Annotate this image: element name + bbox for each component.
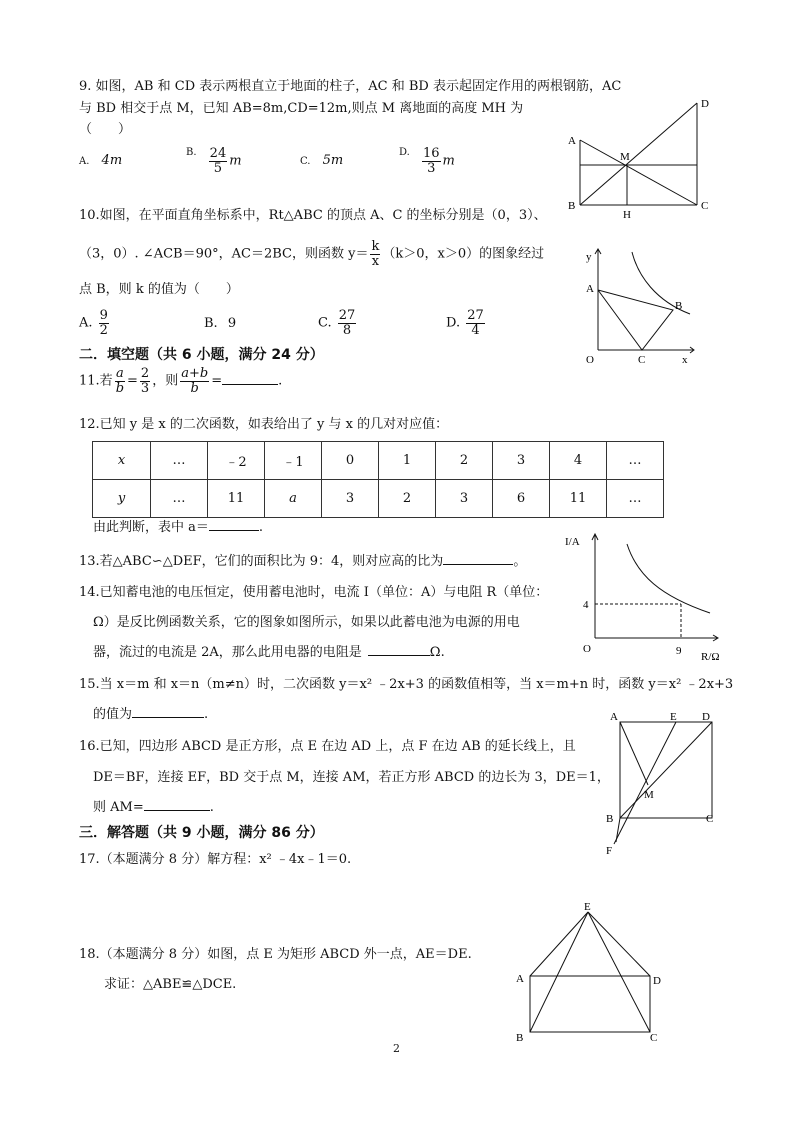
q12-x-cell: 1: [379, 442, 436, 480]
q18-line2: 求证：△ABE≌△DCE.: [104, 977, 237, 992]
q18-segment-de: [588, 912, 650, 976]
q9-option-c-text: 5m: [322, 153, 344, 168]
q9-option-a-letter: A.: [79, 156, 90, 167]
q10-label-y: y: [586, 251, 592, 263]
q12-x-cell: …: [607, 442, 664, 480]
q10-option-a-num: 9: [99, 308, 108, 323]
q9-option-b-num: 24: [209, 146, 227, 161]
q10-option-a-fraction: [99, 309, 109, 337]
q11-f3-num: a+b: [181, 366, 209, 381]
q12-x-row: [93, 442, 664, 480]
q14-label-xaxis: R/Ω: [701, 651, 720, 663]
q16-extension-bf: [616, 818, 620, 842]
q12-x-cell: 2: [436, 442, 493, 480]
q12-conclusion-text: 由此判断，表中 a＝: [93, 520, 209, 535]
q18-segment-be: [530, 912, 588, 1032]
q9-label-a: A: [568, 135, 576, 147]
q12-intro: 12.已知 y 是 x 的二次函数，如表给出了 y 与 x 的几对对应值：: [79, 417, 449, 432]
q11-f1-den: b: [115, 380, 125, 396]
q11-prefix: 11.若: [79, 373, 113, 389]
q12-y-cell: 2: [379, 480, 436, 518]
q12-x-cell: x: [93, 442, 151, 480]
q16-line1: 16.已知，四边形 ABCD 是正方形，点 E 在边 AD 上，点 F 在边 AB 的延长线上，且: [79, 739, 576, 754]
q12-x-cell: 0: [322, 442, 379, 480]
q14-line2: Ω）是反比例函数关系，它的图象如图所示，如果以此蓄电池为电源的用电: [93, 615, 520, 630]
q10-func-den: x: [371, 253, 380, 269]
q13-answer-blank[interactable]: [443, 564, 513, 565]
q18-label-d: D: [653, 975, 661, 987]
q10-func-fraction: [370, 240, 380, 268]
q15-line2-text: 的值为: [93, 707, 133, 722]
q12-answer-blank[interactable]: [209, 530, 259, 531]
q9-option-b-letter: B.: [186, 147, 197, 158]
q11-f2-num: 2: [140, 366, 150, 381]
q16-line3-text: 则 AM=: [93, 800, 144, 815]
q9-label-c: C: [701, 200, 709, 212]
page-number: 2: [393, 1042, 400, 1055]
q9-label-h: H: [623, 209, 631, 221]
q11-frac-ab: [115, 367, 125, 395]
q18-label-c: C: [650, 1032, 658, 1044]
q9-option-d-fraction: [422, 147, 441, 175]
q16-figure: [600, 708, 730, 856]
q16-line2: DE＝BF，连接 EF，BD 交于点 M，连接 AM，若正方形 ABCD 的边长为 3，DE＝1，: [93, 770, 610, 785]
q12-y-cell: …: [607, 480, 664, 518]
q10-option-c-letter: C.: [318, 315, 332, 331]
q10-option-a: [79, 309, 111, 337]
q12-end: .: [258, 520, 264, 535]
q9-option-c-letter: C.: [300, 156, 311, 167]
q13-text: 13.若△ABC∽△DEF，它们的面积比为 9：4，则对应高的比为: [79, 554, 444, 569]
q11-f1-num: a: [115, 366, 124, 381]
q16-label-c: C: [706, 813, 714, 825]
q18-label-b: B: [516, 1032, 524, 1044]
q10-option-d-den: 4: [471, 322, 480, 338]
q9-option-d-num: 16: [422, 146, 440, 161]
q10-option-c-fraction: [338, 309, 357, 337]
q10-option-d-num: 27: [467, 308, 484, 323]
q9-line3: （ ）: [79, 122, 132, 137]
q10-line2: [79, 240, 544, 268]
q9-line2: 与 BD 相交于点 M，已知 AB=8m,CD=12m,则点 M 离地面的高度 MH 为: [79, 101, 524, 116]
q12-y-cell: 6: [493, 480, 550, 518]
q12-y-cell: …: [151, 480, 208, 518]
q9-figure: [560, 95, 720, 220]
q16-segment-ef: [614, 722, 676, 844]
q12-x-cell: 3: [493, 442, 550, 480]
q9-option-a: [79, 153, 122, 169]
q18-segment-ae: [530, 912, 588, 976]
q10-option-a-den: 2: [99, 322, 108, 338]
q9-rod-ac: [580, 140, 697, 205]
q12-x-cell: ﹣1: [265, 442, 322, 480]
q14-line1: 14.已知蓄电池的电压恒定，使用蓄电池时，电流 I（单位：A）与电阻 R（单位：: [79, 585, 549, 600]
section-3-heading: 三．解答题（共 9 小题，满分 86 分）: [79, 825, 324, 841]
q9-line1: 9. 如图，AB 和 CD 表示两根直立于地面的柱子，AC 和 BD 表示起固定作用的两根钢筋，AC: [79, 79, 622, 94]
q14-line3: [93, 645, 445, 661]
q10-option-b-text: 9: [227, 316, 237, 331]
q10-line3: 点 B，则 k 的值为（ ）: [79, 282, 239, 297]
q9-option-b-fraction: [209, 147, 228, 175]
q10-option-c: [318, 309, 358, 337]
q13: [79, 554, 526, 570]
q12-conclusion: [93, 520, 263, 536]
q10-option-c-den: 8: [342, 322, 352, 338]
q12-y-cell: 11: [208, 480, 265, 518]
q12-table: [92, 441, 664, 518]
q9-label-b: B: [568, 200, 576, 212]
q16-label-e: E: [670, 711, 677, 723]
q11: [79, 367, 282, 395]
q9-option-d: [399, 147, 455, 175]
q15-line2: [93, 707, 208, 723]
q10-line2-pre: （3，0）. ∠ACB＝90°，AC＝2BC，则函数 y＝: [79, 246, 369, 262]
q9-option-d-den: 3: [427, 160, 436, 176]
q10-option-d-fraction: [466, 309, 485, 337]
q10-option-a-letter: A.: [79, 315, 93, 331]
q12-y-cell: 3: [322, 480, 379, 518]
q12-x-cell: ﹣2: [208, 442, 265, 480]
q11-frac-23: [140, 367, 150, 395]
q10-label-b: B: [675, 300, 683, 312]
q16-label-m: M: [644, 789, 654, 801]
q16-label-f: F: [606, 845, 613, 857]
q12-y-row: [93, 480, 664, 518]
q18-figure: [508, 898, 668, 1048]
q11-mid: ，则: [152, 373, 179, 389]
q16-diagonal-bd: [620, 722, 712, 818]
q12-y-cell: 3: [436, 480, 493, 518]
q16-label-d: D: [702, 711, 710, 723]
q11-eq: =: [127, 373, 138, 389]
q11-f3-den: b: [190, 380, 199, 396]
q12-x-cell: 4: [550, 442, 607, 480]
q9-label-d: D: [701, 98, 709, 110]
q10-line2-post: （k＞0，x＞0）的图象经过: [382, 246, 545, 262]
q10-option-d-letter: D.: [446, 315, 461, 331]
q9-rod-bd: [580, 103, 697, 205]
q11-frac-sum: [180, 367, 209, 395]
q10-label-o: O: [586, 354, 594, 366]
q15-line1: 15.当 x＝m 和 x＝n（m≠n）时，二次函数 y＝x² ﹣2x+3 的函数值相等，当 x＝m+n 时，函数 y＝x² ﹣2x+3: [79, 677, 734, 692]
q14-line3-text: 器，流过的电流是 2A，那么此用电器的电阻是: [93, 645, 362, 660]
q18-segment-ce: [588, 912, 650, 1032]
q14-label-o: O: [583, 643, 591, 655]
q16-label-a: A: [610, 711, 618, 723]
q16-line3: [93, 800, 214, 816]
q15-answer-blank[interactable]: [132, 717, 204, 718]
q11-end: .: [278, 373, 283, 389]
q11-f2-den: 3: [140, 380, 150, 396]
q14-figure: [565, 530, 735, 663]
q16-end: .: [209, 800, 214, 815]
q14-tick-4: 4: [583, 599, 589, 611]
q18-line1: 18.（本题满分 8 分）如图，点 E 为矩形 ABCD 外一点，AE＝DE.: [79, 947, 472, 962]
q10-option-b: [204, 316, 236, 332]
q9-option-b: [186, 147, 242, 175]
q18-label-a: A: [516, 973, 524, 985]
q16-segment-am: [620, 722, 648, 785]
q9-option-b-den: 5: [213, 160, 223, 176]
q13-end: 。: [513, 554, 527, 569]
q16-answer-blank[interactable]: [144, 810, 210, 811]
q14-curve: [627, 544, 710, 613]
q10-option-c-num: 27: [338, 308, 356, 323]
q18-rectangle: [530, 976, 650, 1032]
q10-label-c: C: [638, 354, 646, 366]
q9-option-b-unit: m: [229, 153, 242, 169]
q14-label-yaxis: I/A: [565, 536, 580, 548]
q10-figure: [578, 246, 698, 366]
q14-tick-9: 9: [676, 645, 682, 657]
q9-option-c: [300, 153, 343, 169]
q12-y-cell: y: [93, 480, 151, 518]
q10-label-x: x: [682, 354, 688, 366]
q12-y-cell: a: [265, 480, 322, 518]
q16-label-b: B: [606, 813, 614, 825]
q15-end: .: [204, 707, 209, 722]
q10-triangle-abc: [598, 290, 673, 350]
q9-label-m: M: [620, 151, 630, 163]
q10-option-d: [446, 309, 487, 337]
q10-option-b-letter: B.: [204, 316, 218, 331]
q18-label-e: E: [584, 901, 591, 913]
q17: 17.（本题满分 8 分）解方程：x² ﹣4x﹣1＝0.: [79, 852, 352, 867]
q12-x-cell: …: [151, 442, 208, 480]
section-2-heading: 二．填空题（共 6 小题，满分 24 分）: [79, 347, 324, 363]
q9-option-d-unit: m: [442, 153, 455, 169]
q11-answer-blank[interactable]: [222, 384, 278, 385]
q9-option-d-letter: D.: [399, 147, 410, 158]
q10-line1: 10.如图，在平面直角坐标系中，Rt△ABC 的顶点 A、C 的坐标分别是（0，3）、: [79, 208, 547, 223]
q12-y-cell: 11: [550, 480, 607, 518]
q14-answer-blank[interactable]: [368, 655, 430, 656]
q10-label-a: A: [586, 283, 594, 295]
q9-option-a-text: 4m: [101, 153, 123, 168]
q11-suffix: =: [211, 373, 223, 389]
q14-end: Ω.: [429, 645, 445, 660]
q10-func-num: k: [371, 239, 380, 254]
